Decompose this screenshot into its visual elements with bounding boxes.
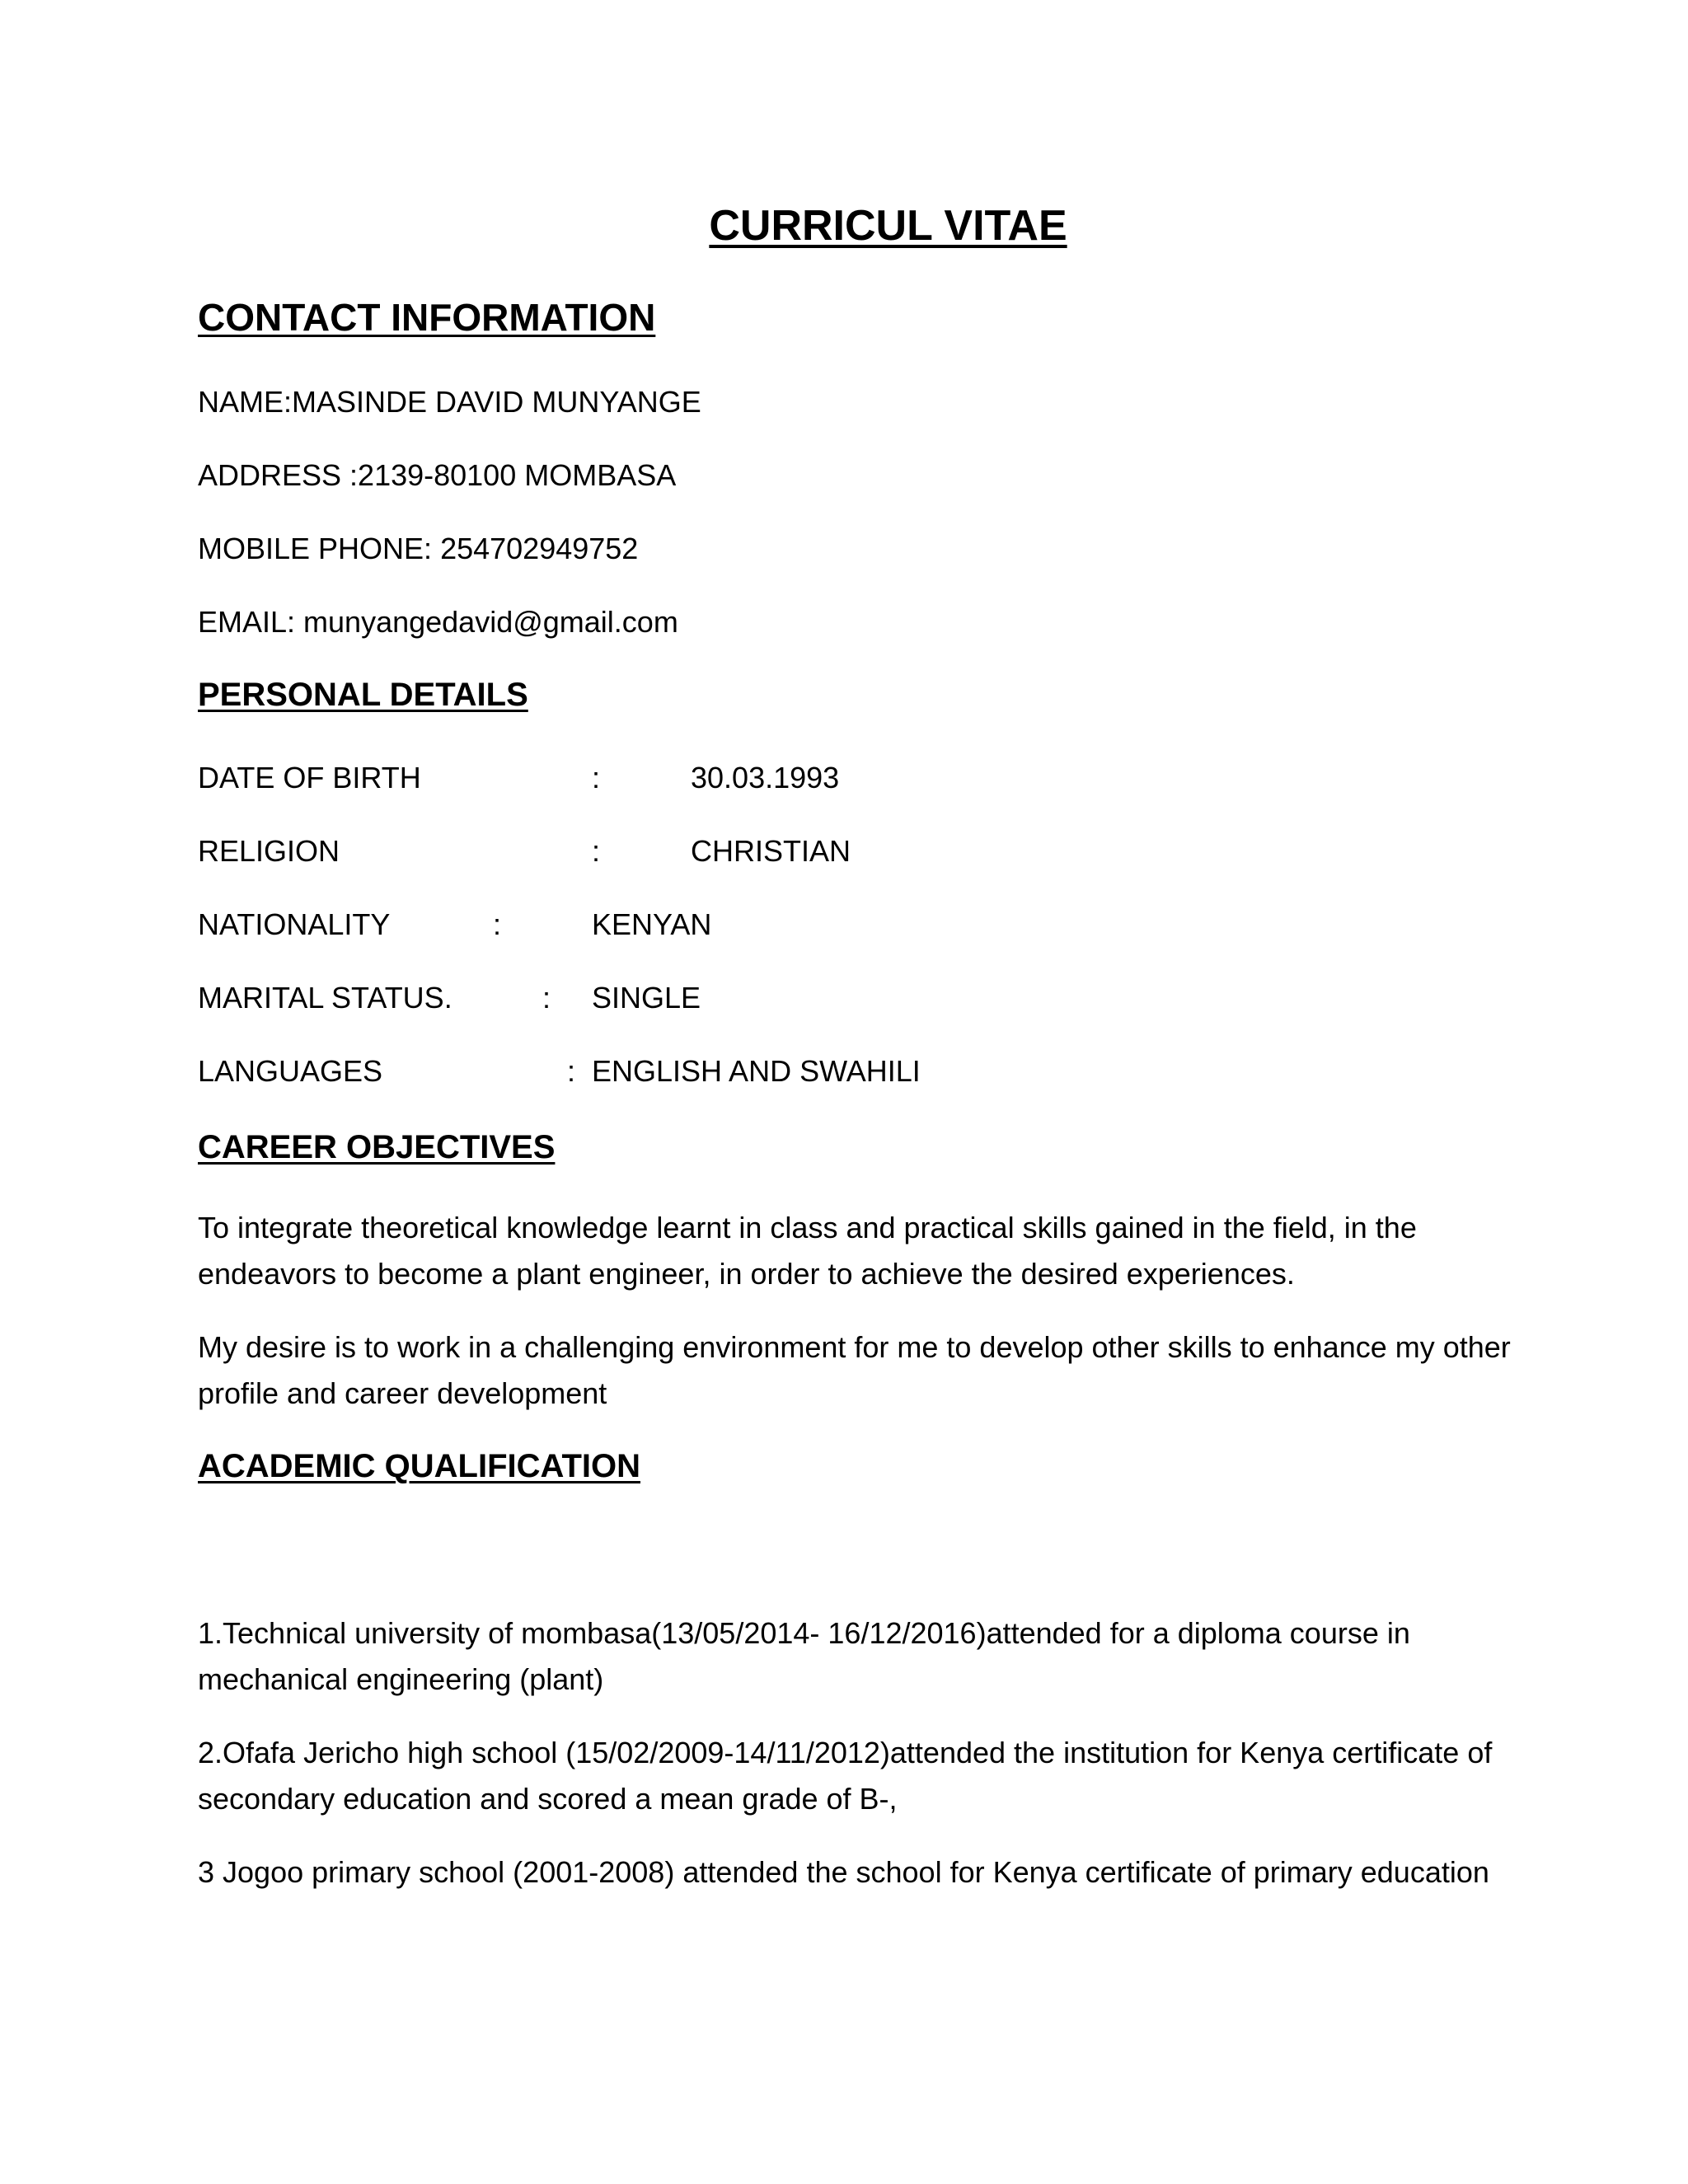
document-title: CURRICUL VITAE bbox=[709, 202, 1067, 250]
career-heading: CAREER OBJECTIVES bbox=[198, 1129, 556, 1165]
contact-heading: CONTACT INFORMATION bbox=[198, 296, 656, 339]
personal-languages-sep: : bbox=[567, 1054, 576, 1088]
personal-languages-label: LANGUAGES bbox=[198, 1054, 383, 1088]
personal-dob-sep: : bbox=[592, 761, 601, 794]
career-paragraph: To integrate theoretical knowledge learnt in class and practical skills gained in the field, in the endeavors to become a plant engineer, in order to achieve the desired experiences. bbox=[198, 1211, 1417, 1291]
personal-marital-label: MARITAL STATUS. bbox=[198, 981, 452, 1015]
personal-heading: PERSONAL DETAILS bbox=[198, 677, 528, 713]
personal-marital-value: SINGLE bbox=[592, 981, 701, 1015]
personal-nationality-sep: : bbox=[493, 907, 502, 941]
academic-item: 1.Technical university of mombasa(13/05/2014- 16/12/2016)attended for a diploma course in mechanical engineering (plant) bbox=[198, 1616, 1410, 1696]
contact-email: EMAIL: munyangedavid@gmail.com bbox=[198, 605, 678, 639]
personal-languages-value: ENGLISH AND SWAHILI bbox=[592, 1054, 921, 1088]
contact-address: ADDRESS :2139-80100 MOMBASA bbox=[198, 458, 677, 492]
personal-religion-label: RELIGION bbox=[198, 834, 340, 868]
personal-religion-value: CHRISTIAN bbox=[691, 834, 851, 868]
contact-name: NAME:MASINDE DAVID MUNYANGE bbox=[198, 385, 701, 419]
personal-dob-label: DATE OF BIRTH bbox=[198, 761, 421, 794]
personal-dob-value: 30.03.1993 bbox=[691, 761, 840, 794]
contact-phone: MOBILE PHONE: 254702949752 bbox=[198, 532, 639, 565]
career-paragraph: My desire is to work in a challenging environment for me to develop other skills to enhance my other profile and career development bbox=[198, 1330, 1511, 1410]
academic-item: 3 Jogoo primary school (2001-2008) attended the school for Kenya certificate of primary education bbox=[198, 1855, 1489, 1889]
personal-nationality-label: NATIONALITY bbox=[198, 907, 391, 941]
personal-nationality-value: KENYAN bbox=[592, 907, 712, 941]
personal-religion-sep: : bbox=[592, 834, 601, 868]
personal-marital-sep: : bbox=[542, 981, 551, 1015]
academic-item: 2.Ofafa Jericho high school (15/02/2009-14/11/2012)attended the institution for Kenya certificate of secondary education and scored a mean grade of B-, bbox=[198, 1736, 1493, 1816]
academic-heading: ACADEMIC QUALIFICATION bbox=[198, 1448, 640, 1484]
